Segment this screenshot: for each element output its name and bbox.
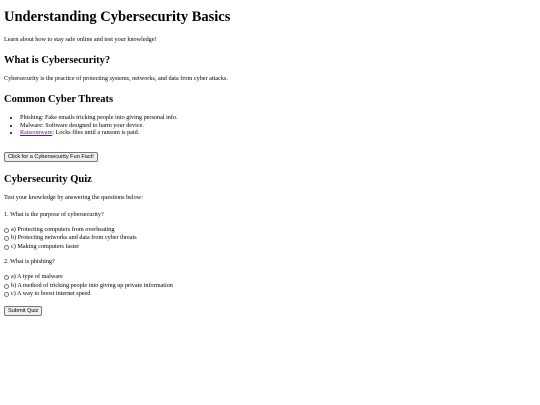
section-heading-quiz: Cybersecurity Quiz	[4, 173, 92, 185]
what-is-text: Cybersecurity is the practice of protecting systems, networks, and data from cyber attacks.	[4, 75, 228, 82]
radio-button[interactable]	[4, 236, 9, 241]
question-text: 1. What is the purpose of cybersecurity?	[4, 210, 104, 218]
radio-button[interactable]	[4, 292, 9, 297]
submit-quiz-button[interactable]: Submit Quiz	[4, 306, 42, 316]
section-heading-what-is: What is Cybersecurity?	[4, 55, 111, 66]
option-label[interactable]: a) Protecting computers from overheating	[11, 225, 115, 233]
threat-term: Malware	[20, 121, 42, 129]
list-item-malware	[20, 122, 536, 130]
section-heading-threats: Common Cyber Threats	[4, 94, 114, 105]
fun-fact-button[interactable]: Click for a Cybersecurity Fun Fact!	[4, 152, 98, 162]
quiz-option[interactable]	[4, 226, 536, 235]
quiz-question-1	[4, 211, 536, 252]
page-title: Understanding Cybersecurity Basics	[4, 9, 231, 25]
quiz-option[interactable]	[4, 234, 536, 243]
threat-desc: : Locks files until a ransom is paid.	[52, 129, 140, 137]
quiz-intro: Test your knowledge by answering the questions below:	[4, 193, 143, 201]
radio-button[interactable]	[4, 228, 9, 233]
option-label[interactable]: b) A method of tricking people into giving up private information	[11, 281, 173, 289]
radio-button[interactable]	[4, 284, 9, 289]
list-item-ransomware	[20, 129, 536, 137]
threat-term: Phishing	[20, 114, 42, 121]
quiz-option[interactable]	[4, 273, 536, 282]
option-label[interactable]: b) Protecting networks and data from cyber threats	[11, 234, 137, 242]
threat-desc: : Fake emails tricking people into giving personal info.	[41, 114, 178, 121]
option-label[interactable]: a) A type of malware	[11, 273, 63, 281]
threat-desc: : Software designed to harm your device.	[42, 121, 144, 129]
list-item-phishing	[20, 114, 536, 122]
quiz-option[interactable]	[4, 282, 536, 291]
option-label[interactable]: c) Making computers faster	[11, 242, 80, 250]
radio-button[interactable]	[4, 245, 9, 250]
option-label[interactable]: c) A way to boost internet speed	[11, 290, 91, 298]
quiz-option[interactable]	[4, 243, 536, 252]
intro-text: Learn about how to stay safe online and test your knowledge!	[4, 36, 157, 43]
quiz-question-2	[4, 258, 536, 299]
quiz-option[interactable]	[4, 290, 536, 299]
threats-list	[4, 114, 536, 137]
ransomware-link[interactable]: Ransomware	[20, 129, 53, 137]
radio-button[interactable]	[4, 275, 9, 280]
question-text: 2. What is phishing?	[4, 258, 55, 266]
